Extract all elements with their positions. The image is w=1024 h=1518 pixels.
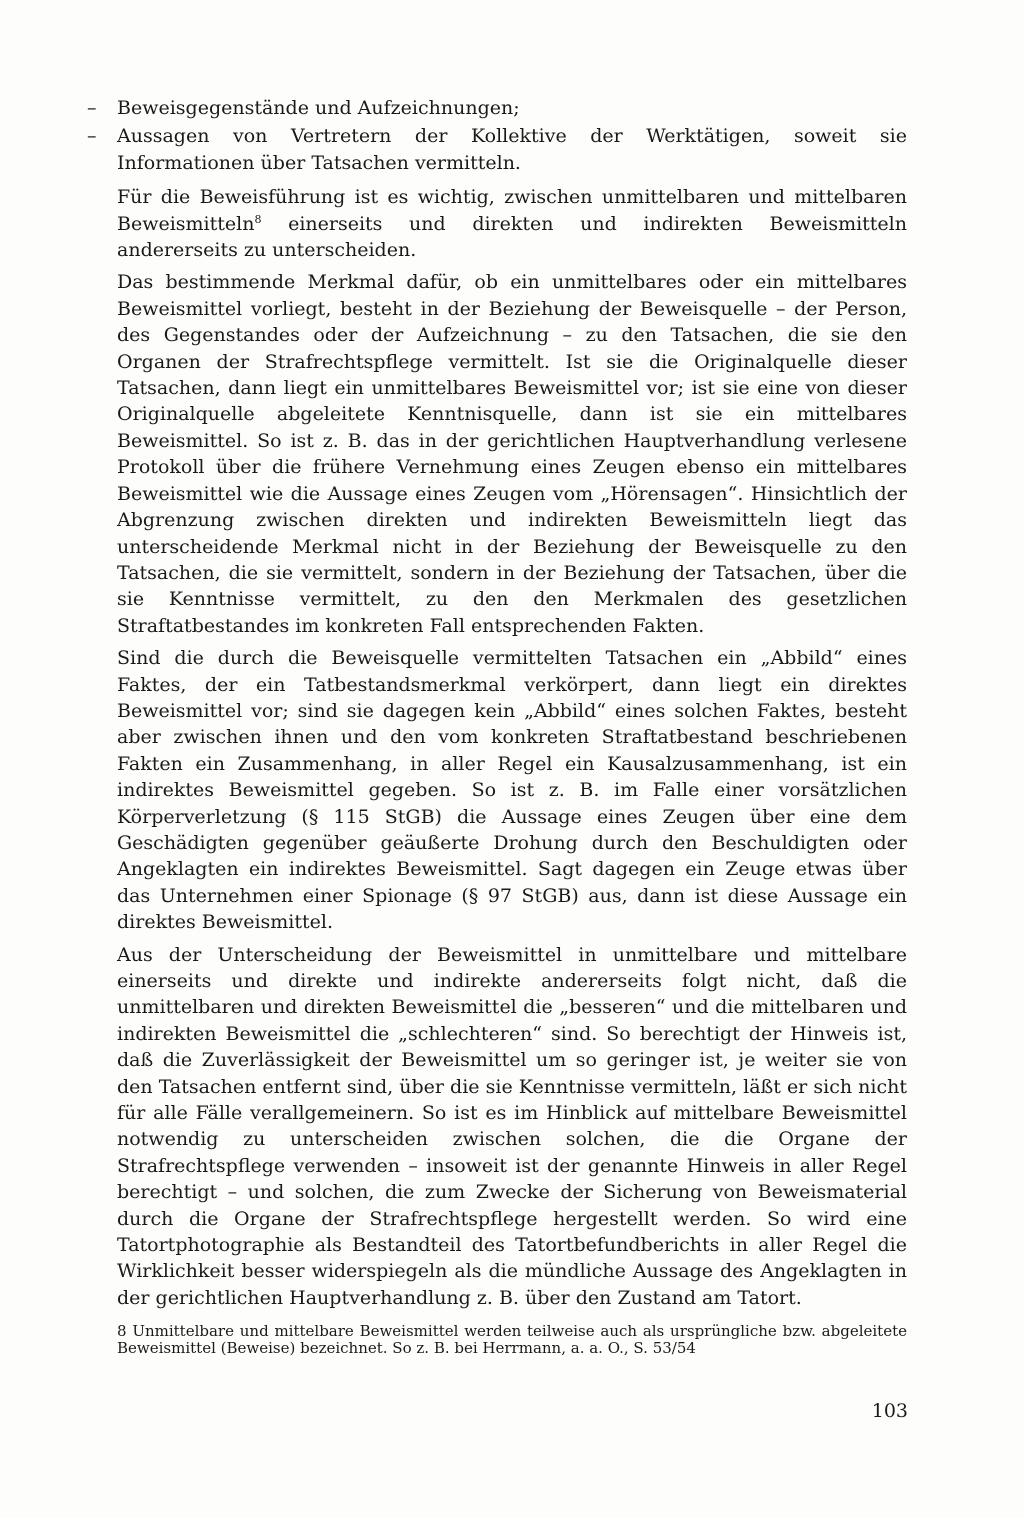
paragraph-1-text-cont: einerseits und direkten und indirekten Beweismitteln andererseits zu unterscheiden.	[117, 212, 907, 262]
bullet-text: Beweisgegenstände und Aufzeichnungen;	[117, 97, 520, 119]
page-number: 103	[871, 1400, 908, 1422]
bullet-dash: –	[87, 97, 97, 119]
paragraph-3: Sind die durch die Beweisquelle vermittelten Tatsachen ein „Abbild“ eines Faktes, der ein Tatbestandsmerkmal verkörpert, dann liegt ein direktes Beweismittel vor; sind sie dagegen kein „Abbild“ eines solchen Faktes, besteht aber zwischen ihnen und den vom konkreten Straftatbestand beschriebenen Fakten ein Zusammenhang, in aller Regel ein Kausalzusammenhang, ist ein indirektes Beweismittel gegeben. So ist z. B. im Falle einer vorsätzlichen Körperverletzung (§ 115 StGB) die Aussage eines Zeugen über eine dem Geschädigten gegenüber geäußerte Drohung durch den Beschuldigten oder Angeklagten ein indirektes Beweismittel. Sagt dagegen ein Zeuge etwas über das Unternehmen einer Spionage (§ 97 StGB) aus, dann ist diese Aussage ein direktes Beweismittel.	[117, 647, 907, 934]
bullet-text: Aussagen von Vertretern der Kollektive der Werktätigen, soweit sie Informationen über Tatsachen vermitteln.	[117, 125, 907, 174]
list-item	[87, 95, 907, 121]
list-item	[87, 123, 907, 176]
paragraph-2: Das bestimmende Merkmal dafür, ob ein unmittelbares oder ein mittelbares Beweismittel vorliegt, besteht in der Beziehung der Beweisquelle – der Person, des Gegenstandes oder der Aufzeichnung – zu den Tatsachen, die sie den Organen der Strafrechtspflege vermittelt. Ist sie die Originalquelle dieser Tatsachen, dann liegt ein unmittelbares Beweismittel vor; ist sie eine von dieser Originalquelle abgeleitete Kenntnisquelle, dann ist sie ein mittelbares Beweismittel. So ist z. B. das in der gerichtlichen Hauptverhandlung verlesene Protokoll über die frühere Vernehmung eines Zeugen ebenso ein mittelbares Beweismittel wie die Aussage eines Zeugen vom „Hörensagen“. Hinsichtlich der Abgrenzung zwischen direkten und indirekten Beweismitteln liegt das unterscheidende Merkmal nicht in der Beziehung der Beweisquelle zu den Tatsachen, die sie vermittelt, sondern in der Beziehung der Tatsachen, über die sie Kenntnisse vermittelt, zu den den Merkmalen des gesetzlichen Straftatbestandes im konkreten Fall entsprechenden Fakten.	[117, 271, 907, 637]
footnote-marker[interactable]: 8	[254, 212, 262, 226]
main-text	[87, 95, 907, 1311]
paragraph-1	[117, 184, 907, 263]
bullet-dash: –	[87, 125, 97, 148]
paragraph-4: Aus der Unterscheidung der Beweismittel in unmittelbare und mittelbare einerseits und direkte und indirekte andererseits folgt nicht, daß die unmittelbaren und direkten Beweismittel die „besseren“ und die mittelbaren und indirekten Beweismittel die „schlechteren“ sind. So berechtigt der Hinweis ist, daß die Zuverlässigkeit der Beweismittel um so geringer ist, je weiter sie von den Tatsachen entfernt sind, über die sie Kenntnisse vermitteln, läßt er sich nicht für alle Fälle verallgemeinern. So ist es im Hinblick auf mittelbare Beweismittel notwendig zu unterscheiden zwischen solchen, die die Organe der Strafrechtspflege verwenden – insoweit ist der genannte Hinweis in aller Regel berechtigt – und solchen, die zum Zwecke der Sicherung von Beweismaterial durch die Organe der Strafrechtspflege hergestellt werden. So wird eine Tatortphotographie als Bestandteil des Tatortbefundberichts in aller Regel die Wirklichkeit besser widerspiegeln als die mündliche Aussage des Angeklagten in der gerichtlichen Hauptverhandlung z. B. über den Zustand am Tatort.	[117, 943, 907, 1309]
paragraph-1-text: Für die Beweisführung ist es wichtig, zwischen unmittelbaren und mittelbaren Beweismitteln	[117, 186, 907, 235]
footnote: 8 Unmittelbare und mittelbare Beweismittel werden teilweise auch als ursprüngliche bzw. abgeleitete Beweismittel (Beweise) bezeichnet. So z. B. bei Herrmann, a. a. O., S. 53/54	[117, 1322, 907, 1357]
